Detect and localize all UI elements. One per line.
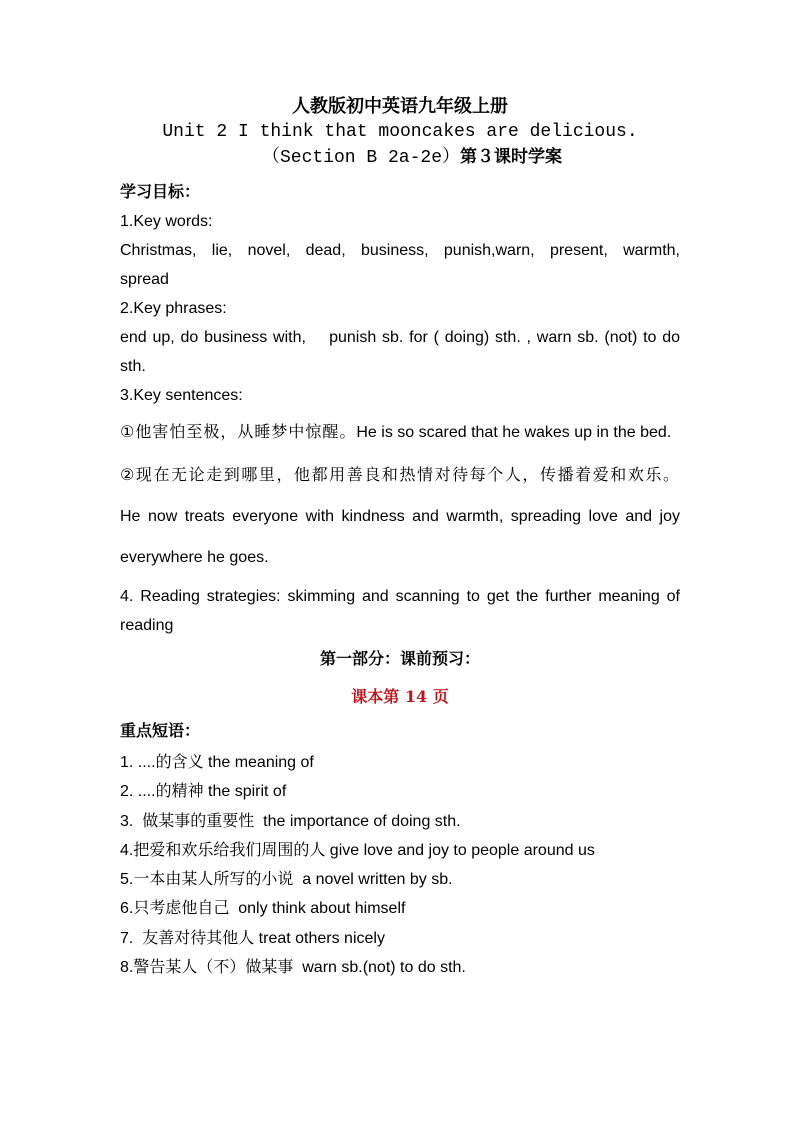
reading-strategies: 4. Reading strategies: skimming and scanning to get the further meaning of reading (120, 588, 680, 634)
worksheet-page (120, 94, 685, 982)
part1-heading: 第一部分：课前预习： (319, 649, 480, 668)
sentence-1-english: He is so scared that he wakes up in the bed. (356, 424, 672, 441)
sentence-1-chinese: ①他害怕至极，从睡梦中惊醒。 (120, 424, 357, 441)
list-item: 7. 友善对待其他人 treat others nicely (120, 929, 385, 947)
list-item: 1. ....的含义 the meaning of (120, 754, 314, 771)
textbook-page-reference: 课本第 14 页 (351, 687, 449, 706)
lesson-label: 第３课时学案 (460, 147, 563, 167)
section-part: （Section B 2a-2e） (261, 148, 461, 168)
key-words-label: 1.Key words: (120, 213, 213, 230)
list-item: 3. 做某事的重要性 the importance of doing sth. (120, 812, 461, 830)
list-item: 2. ....的精神 the spirit of (120, 783, 287, 801)
list-item: 8.警告某人（不）做某事 warn sb.(not) to do sth. (120, 959, 466, 977)
key-sentences-label: 3.Key sentences: (120, 387, 243, 404)
list-item: 6.只考虑他自己 only think about himself (120, 900, 406, 918)
list-item: 5.一本由某人所写的小说 a novel written by sb. (120, 871, 453, 889)
section-title (120, 145, 680, 171)
key-sentence-1 (120, 412, 680, 453)
phrase-list (120, 748, 680, 982)
objectives-heading: 学习目标： (120, 182, 201, 201)
key-phrases-label: 2.Key phrases: (120, 300, 227, 317)
sentence-2-chinese: ②现在无论走到哪里，他都用善良和热情对待每个人，传播着爱和欢乐。 (120, 467, 680, 484)
sentence-2-english: He now treats everyone with kindness and warmth, spreading love and joy everywhere he goes. (120, 508, 680, 566)
key-phrases-text: end up, do business with, punish sb. for ( doing) sth. , warn sb. (not) to do sth. (120, 329, 685, 375)
key-words-text: Christmas, lie, novel, dead, business, punish,warn, present, warmth, spread (120, 242, 680, 288)
unit-title: Unit 2 I think that mooncakes are delicious. (162, 122, 638, 142)
title-block (120, 94, 680, 171)
key-phrases-heading: 重点短语： (120, 721, 201, 740)
list-item: 4.把爱和欢乐给我们周围的人 give love and joy to people around us (120, 841, 595, 859)
textbook-title: 人教版初中英语九年级上册 (292, 96, 508, 117)
key-sentence-2 (120, 455, 680, 578)
